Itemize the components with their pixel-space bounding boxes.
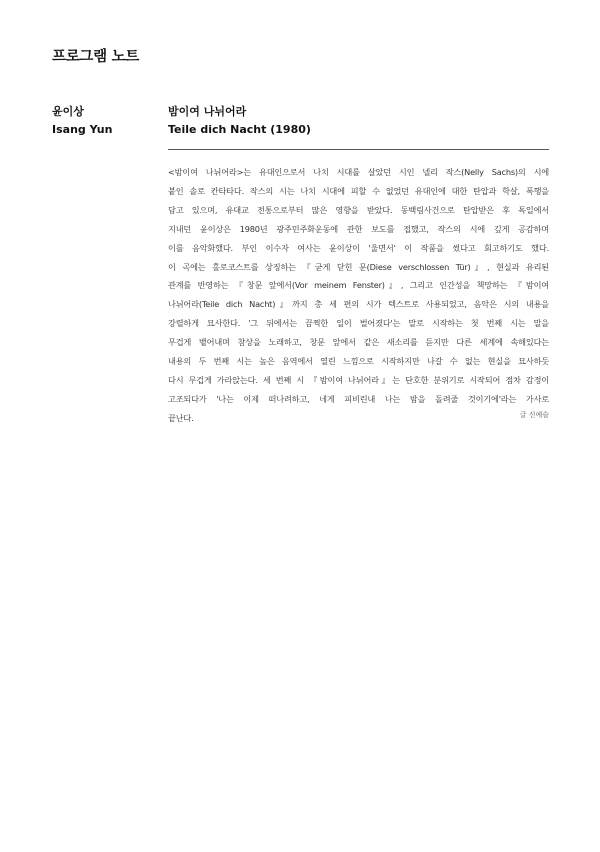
- page-title: 프로그램 노트: [52, 49, 139, 65]
- note-line: 나뉘어라(Teile dich Nacht)』까지 총 세 편의 시가 텍스트로 사용되었고, 음악은 시의 내용을: [168, 299, 549, 310]
- work-title-korean: 밤이여 나뉘어라: [168, 105, 247, 118]
- note-line: <밤이여 나뉘어라>는 유대인으로서 나치 시대를 살았던 시인 넬리 작스(Nelly Sachs)의 시에: [168, 167, 549, 177]
- composer-name-english: Isang Yun: [52, 123, 113, 136]
- program-note-body: [168, 163, 549, 428]
- note-line: 다시 무겁게 가라앉는다. 세 번째 시 『밤이여 나뉘어라』는 단호한 분위기로 시작되어 점차 감정이: [168, 374, 549, 385]
- note-line: 끝난다.: [168, 412, 194, 423]
- work-title-english: Teile dich Nacht (1980): [168, 123, 311, 136]
- composer-block: [52, 103, 162, 139]
- note-line: 지내던 윤이상은 1980년 광주민주화운동에 관한 보도를 접했고, 작스의 시에 깊게 공감하며: [168, 223, 549, 234]
- note-line: 담고 있으며, 유대교 전통으로부터 많은 영향을 받았다. 동백림사건으로 탄압받은 후 독일에서: [168, 204, 549, 215]
- note-line: 내용의 두 번째 시는 높은 음역에서 열린 느낌으로 시작하지만 나갈 수 없는 현실을 묘사하듯: [168, 356, 549, 367]
- note-line: 관계를 반영하는 『창문 앞에서(Vor meinem Fenster)』, 그리고 인간성을 책망하는 『밤이여: [168, 280, 549, 291]
- note-line: 고조되다가 '나는 이제 떠나려하고, 네게 피비린내 나는 밤을 돌려줄 것이기에'라는 가사로: [168, 393, 549, 404]
- author-credit: 글 신예슬: [519, 411, 549, 419]
- work-block: [168, 103, 548, 139]
- composer-name-korean: 윤이상: [52, 105, 84, 118]
- note-line: 무겁게 뱉어내며 참상을 노래하고, 창문 앞에서 같은 새소리를 듣지만 다른 세계에 속해있다는: [168, 337, 549, 348]
- divider: [168, 149, 549, 150]
- note-line: 붙인 솔로 칸타타다. 작스의 시는 나치 시대에 피할 수 없었던 유대인에 대한 탄압과 학살, 폭행을: [168, 185, 549, 196]
- note-line: 이를 음악화했다. 부인 이수자 여사는 윤이상이 '울면서' 이 작품을 썼다고 회고하기도 했다.: [168, 242, 549, 253]
- note-line: 강렬하게 묘사한다. '그 뒤에서는 끔찍한 일이 벌어졌다'는 말로 시작하는 첫 번째 시는 말을: [168, 318, 549, 329]
- note-line: 이 곡에는 홀로코스트를 상징하는 『굳게 닫힌 문(Diese verschlossen Tür)』, 현실과 유리된: [168, 261, 549, 272]
